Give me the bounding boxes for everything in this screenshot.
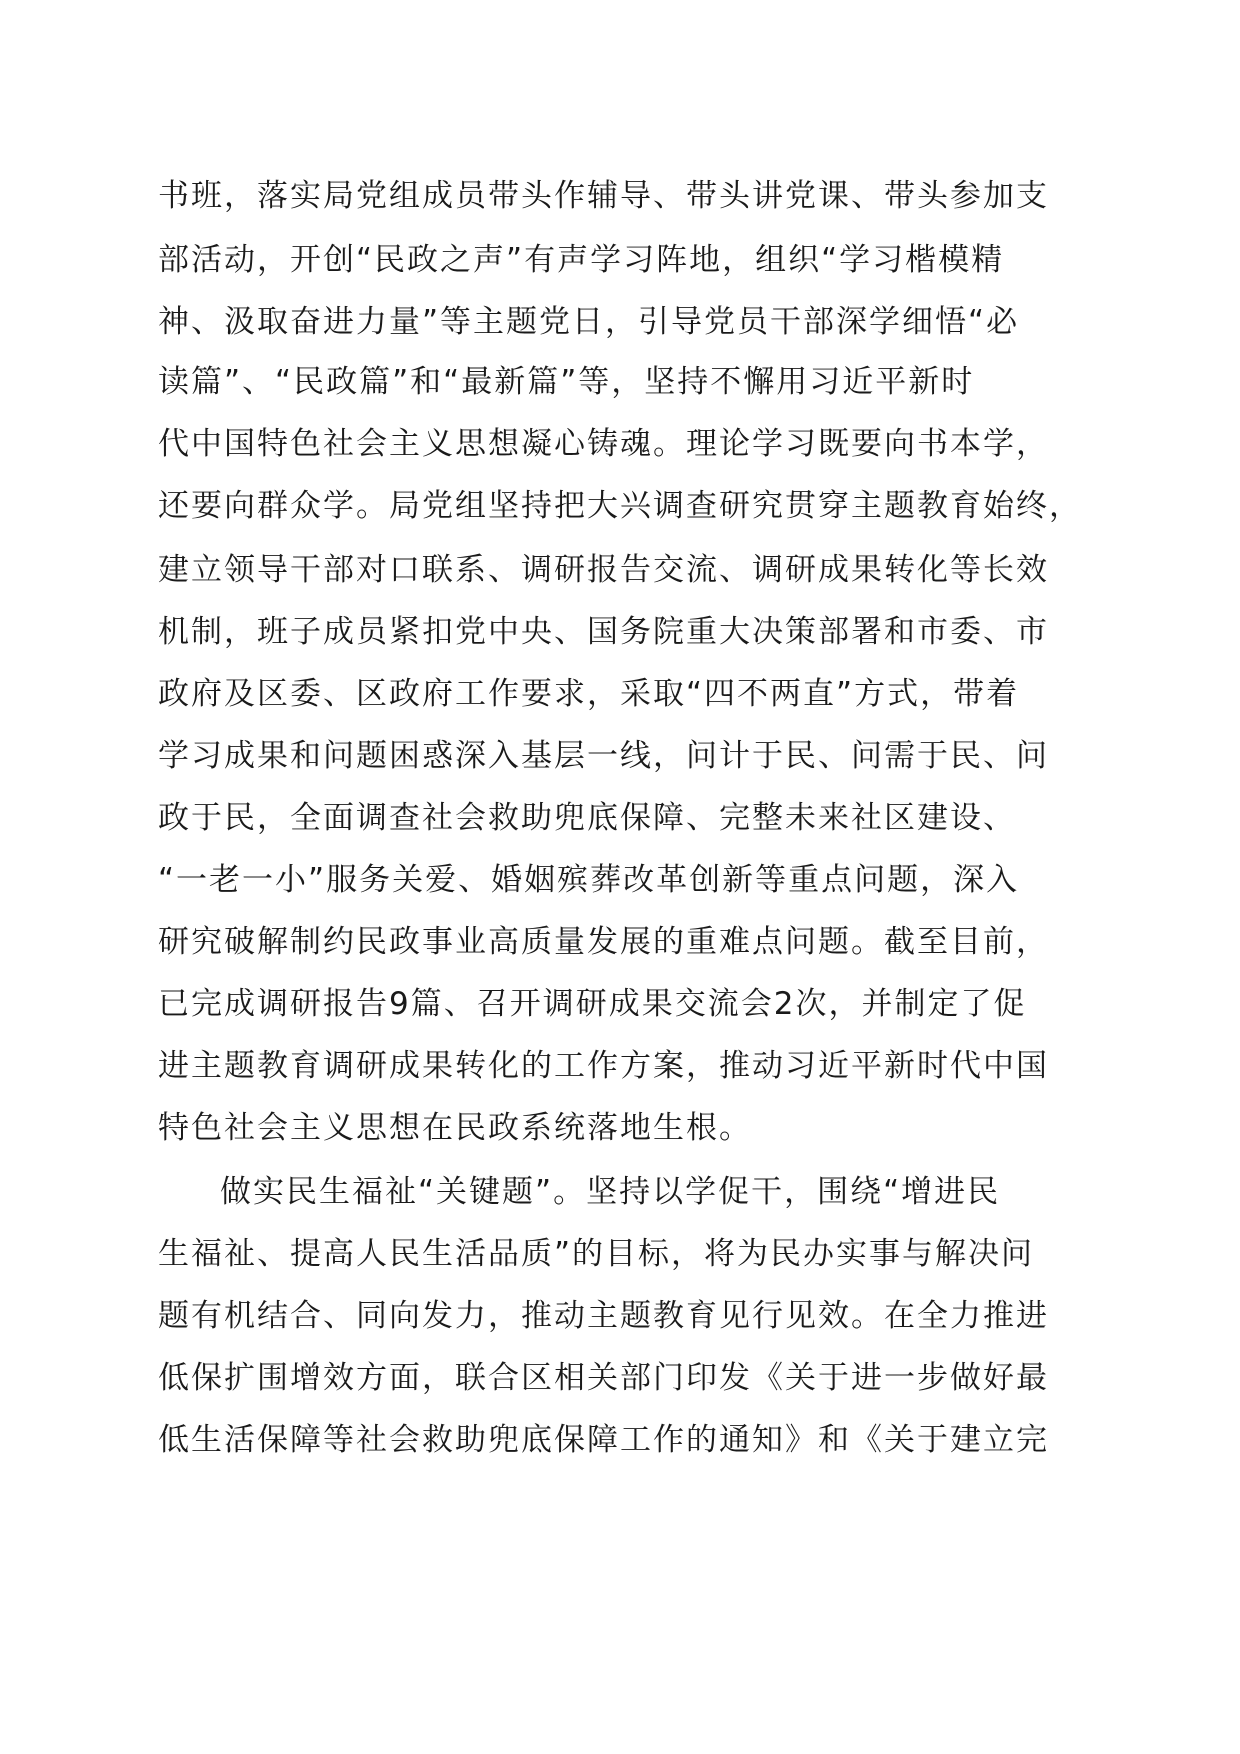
body-text-line: 机制，班子成员紧扣党中央、国务院重大决策部署和市委、市 xyxy=(158,614,1049,650)
body-text-line: 低保扩围增效方面，联合区相关部门印发《关于进一步做好最 xyxy=(158,1360,1049,1396)
body-text-line: “一老一小”服务关爱、婚姻殡葬改革创新等重点问题，深入 xyxy=(158,862,1020,898)
body-text-line: 研究破解制约民政事业高质量发展的重难点问题。截至目前， xyxy=(158,924,1049,960)
body-text-line: 政于民，全面调查社会救助兜底保障、完整未来社区建设、 xyxy=(158,800,1016,836)
body-text-line: 政府及区委、区政府工作要求，采取“四不两直”方式，带着 xyxy=(158,676,1020,712)
body-text-line: 代中国特色社会主义思想凝心铸魂。理论学习既要向书本学， xyxy=(158,426,1049,462)
body-text-line: 特色社会主义思想在民政系统落地生根。 xyxy=(158,1110,752,1146)
body-text-line: 还要向群众学。局党组坚持把大兴调查研究贯穿主题教育始终， xyxy=(158,488,1082,524)
body-text-line: 题有机结合、同向发力，推动主题教育见行见效。在全力推进 xyxy=(158,1298,1049,1334)
body-text-line: 学习成果和问题困惑深入基层一线，问计于民、问需于民、问 xyxy=(158,738,1049,774)
body-text-line: 读篇”、“民政篇”和“最新篇”等，坚持不懈用习近平新时 xyxy=(158,364,975,400)
body-text-line: 部活动，开创“民政之声”有声学习阵地，组织“学习楷模精 xyxy=(158,242,1005,278)
body-text-line: 生福祉、提高人民生活品质”的目标，将为民办实事与解决问 xyxy=(158,1236,1035,1272)
body-text-line: 进主题教育调研成果转化的工作方案，推动习近平新时代中国 xyxy=(158,1048,1049,1084)
body-text-line: 已完成调研报告9篇、召开调研成果交流会2次，并制定了促 xyxy=(158,986,1027,1022)
body-text-line: 书班，落实局党组成员带头作辅导、带头讲党课、带头参加支 xyxy=(158,178,1049,214)
body-text-line: 低生活保障等社会救助兜底保障工作的通知》和《关于建立完 xyxy=(158,1422,1049,1458)
body-text-line: 神、汲取奋进力量”等主题党日，引导党员干部深学细悟“必 xyxy=(158,304,1020,340)
body-text-line: 建立领导干部对口联系、调研报告交流、调研成果转化等长效 xyxy=(158,552,1049,588)
body-text-line: 做实民生福祉“关键题”。坚持以学促干，围绕“增进民 xyxy=(220,1174,1001,1210)
